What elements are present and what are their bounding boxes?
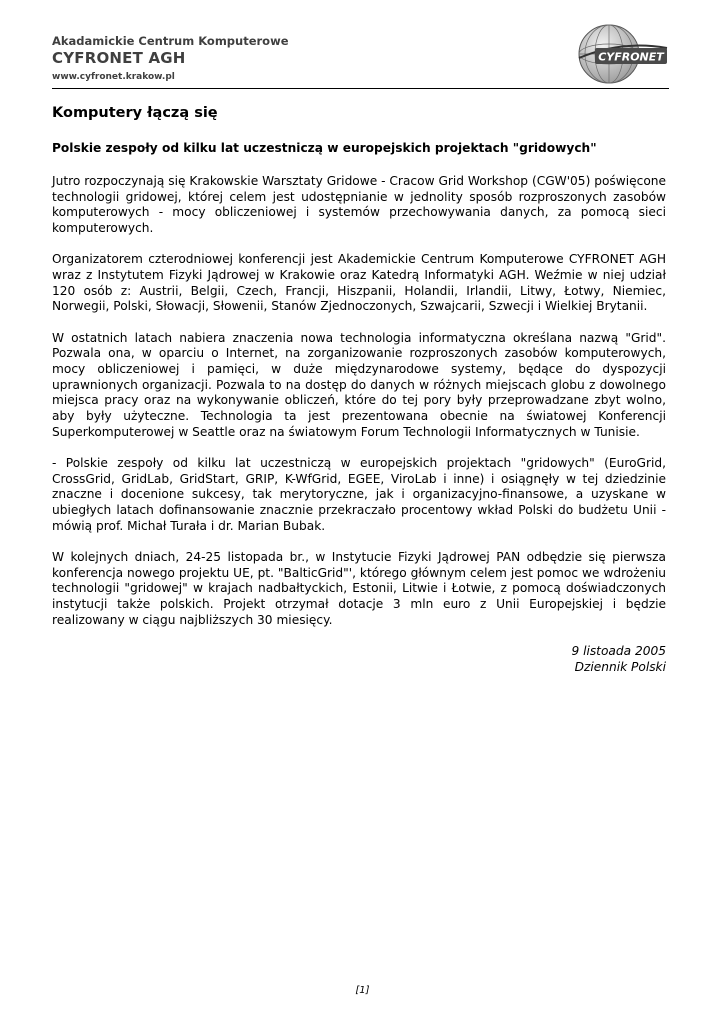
organization-short-name: CYFRONET AGH [52, 49, 186, 67]
article-subtitle: Polskie zespoły od kilku lat uczestniczą w europejskich projektach "gridowych" [52, 141, 597, 155]
article-source: Dziennik Polski [574, 659, 666, 674]
article-body [52, 104, 666, 675]
paragraph-5: W kolejnych dniach, 24-25 listopada br., w Instytucie Fizyki Jądrowej PAN odbędzie się pierwsza konferencja nowego projektu UE, pt. "BalticGrid"', którego głównym celem jest pomoc we wdrożeniu technologii "gridowej" w krajach nadbałtyckich, Estonii, Litwie i Łotwie, z pomocą doświadczonych instytucji także polskich. Projekt otrzymał dotacje 3 mln euro z Unii Europejskiej i będzie realizowany w ciągu najbliższych 30 miesięcy. [52, 550, 666, 627]
logo-text: CYFRONET [598, 50, 664, 64]
article-signature [52, 644, 666, 675]
paragraph-2: Organizatorem czterodniowej konferencji jest Akademickie Centrum Komputerowe CYFRONET AGH wraz z Instytutem Fizyki Jądrowej w Krakowie oraz Katedrą Informatyki AGH. Weźmie w niej udział 120 osób z: Austrii, Belgii, Czech, Francji, Hiszpanii, Holandii, Irlandii, Litwy, Łotwy, Niemiec, Norwegii, Polski, Słowacji, Słowenii, Stanów Zjednoczonych, Szwajcarii, Szwecji i Wielkiej Brytanii. [52, 252, 666, 314]
globe-logo-icon [571, 22, 669, 86]
article-date: 9 listoada 2005 [571, 644, 666, 659]
paragraph-4: - Polskie zespoły od kilku lat uczestniczą w europejskich projektach "gridowych" (EuroGrid, CrossGrid, GridLab, GridStart, GRIP, K-WfGrid, EGEE, ViroLab i inne) i osiągnęły w tej dziedzinie znaczne i docenione sukcesy, tak merytoryczne, jak i organizacyjno-finansowe, a uzyskane w ubiegłych latach dofinansowanie znacznie przekraczało procentowy wkład Polski do budżetu Unii - mówią prof. Michał Turała i dr. Marian Bubak. [52, 456, 666, 533]
page-header [52, 34, 669, 89]
article-title: Komputery łączą się [52, 105, 218, 121]
page-number: [1] [355, 985, 370, 996]
organization-name: Akadamickie Centrum Komputerowe [52, 34, 289, 48]
paragraph-3: W ostatnich latach nabiera znaczenia nowa technologia informatyczna określana nazwą "Grid". Pozwala ona, w oparciu o Internet, na zorganizowanie rozproszonych zasobów komputerowych, mocy obliczeniowej i pamięci, w duże międzynarodowe systemy, będące do dyspozycji uprawnionych organizacji. Pozwala to na dostęp do danych w różnych miejscach globu z dowolnego miejsca pracy oraz na wykonywanie obliczeń, które do tej pory były przeprowadzane zbyt wolno, aby były użyteczne. Technologia ta jest prezentowana obecnie na światowej Konferencji Superkomputerowej w Seattle oraz na światowym Forum Technologii Informatycznych w Tunisie. [52, 330, 666, 439]
paragraph-1: Jutro rozpoczynają się Krakowskie Warsztaty Gridowe - Cracow Grid Workshop (CGW'05) poświęcone technologii gridowej, której celem jest udostępnianie w jednolity sposób rozproszonych zasobów komputerowych - mocy obliczeniowej i systemów przechowywania danych, za pomocą sieci komputerowych. [52, 174, 666, 236]
organization-url: www.cyfronet.krakow.pl [52, 72, 175, 82]
cyfronet-logo [571, 22, 669, 86]
